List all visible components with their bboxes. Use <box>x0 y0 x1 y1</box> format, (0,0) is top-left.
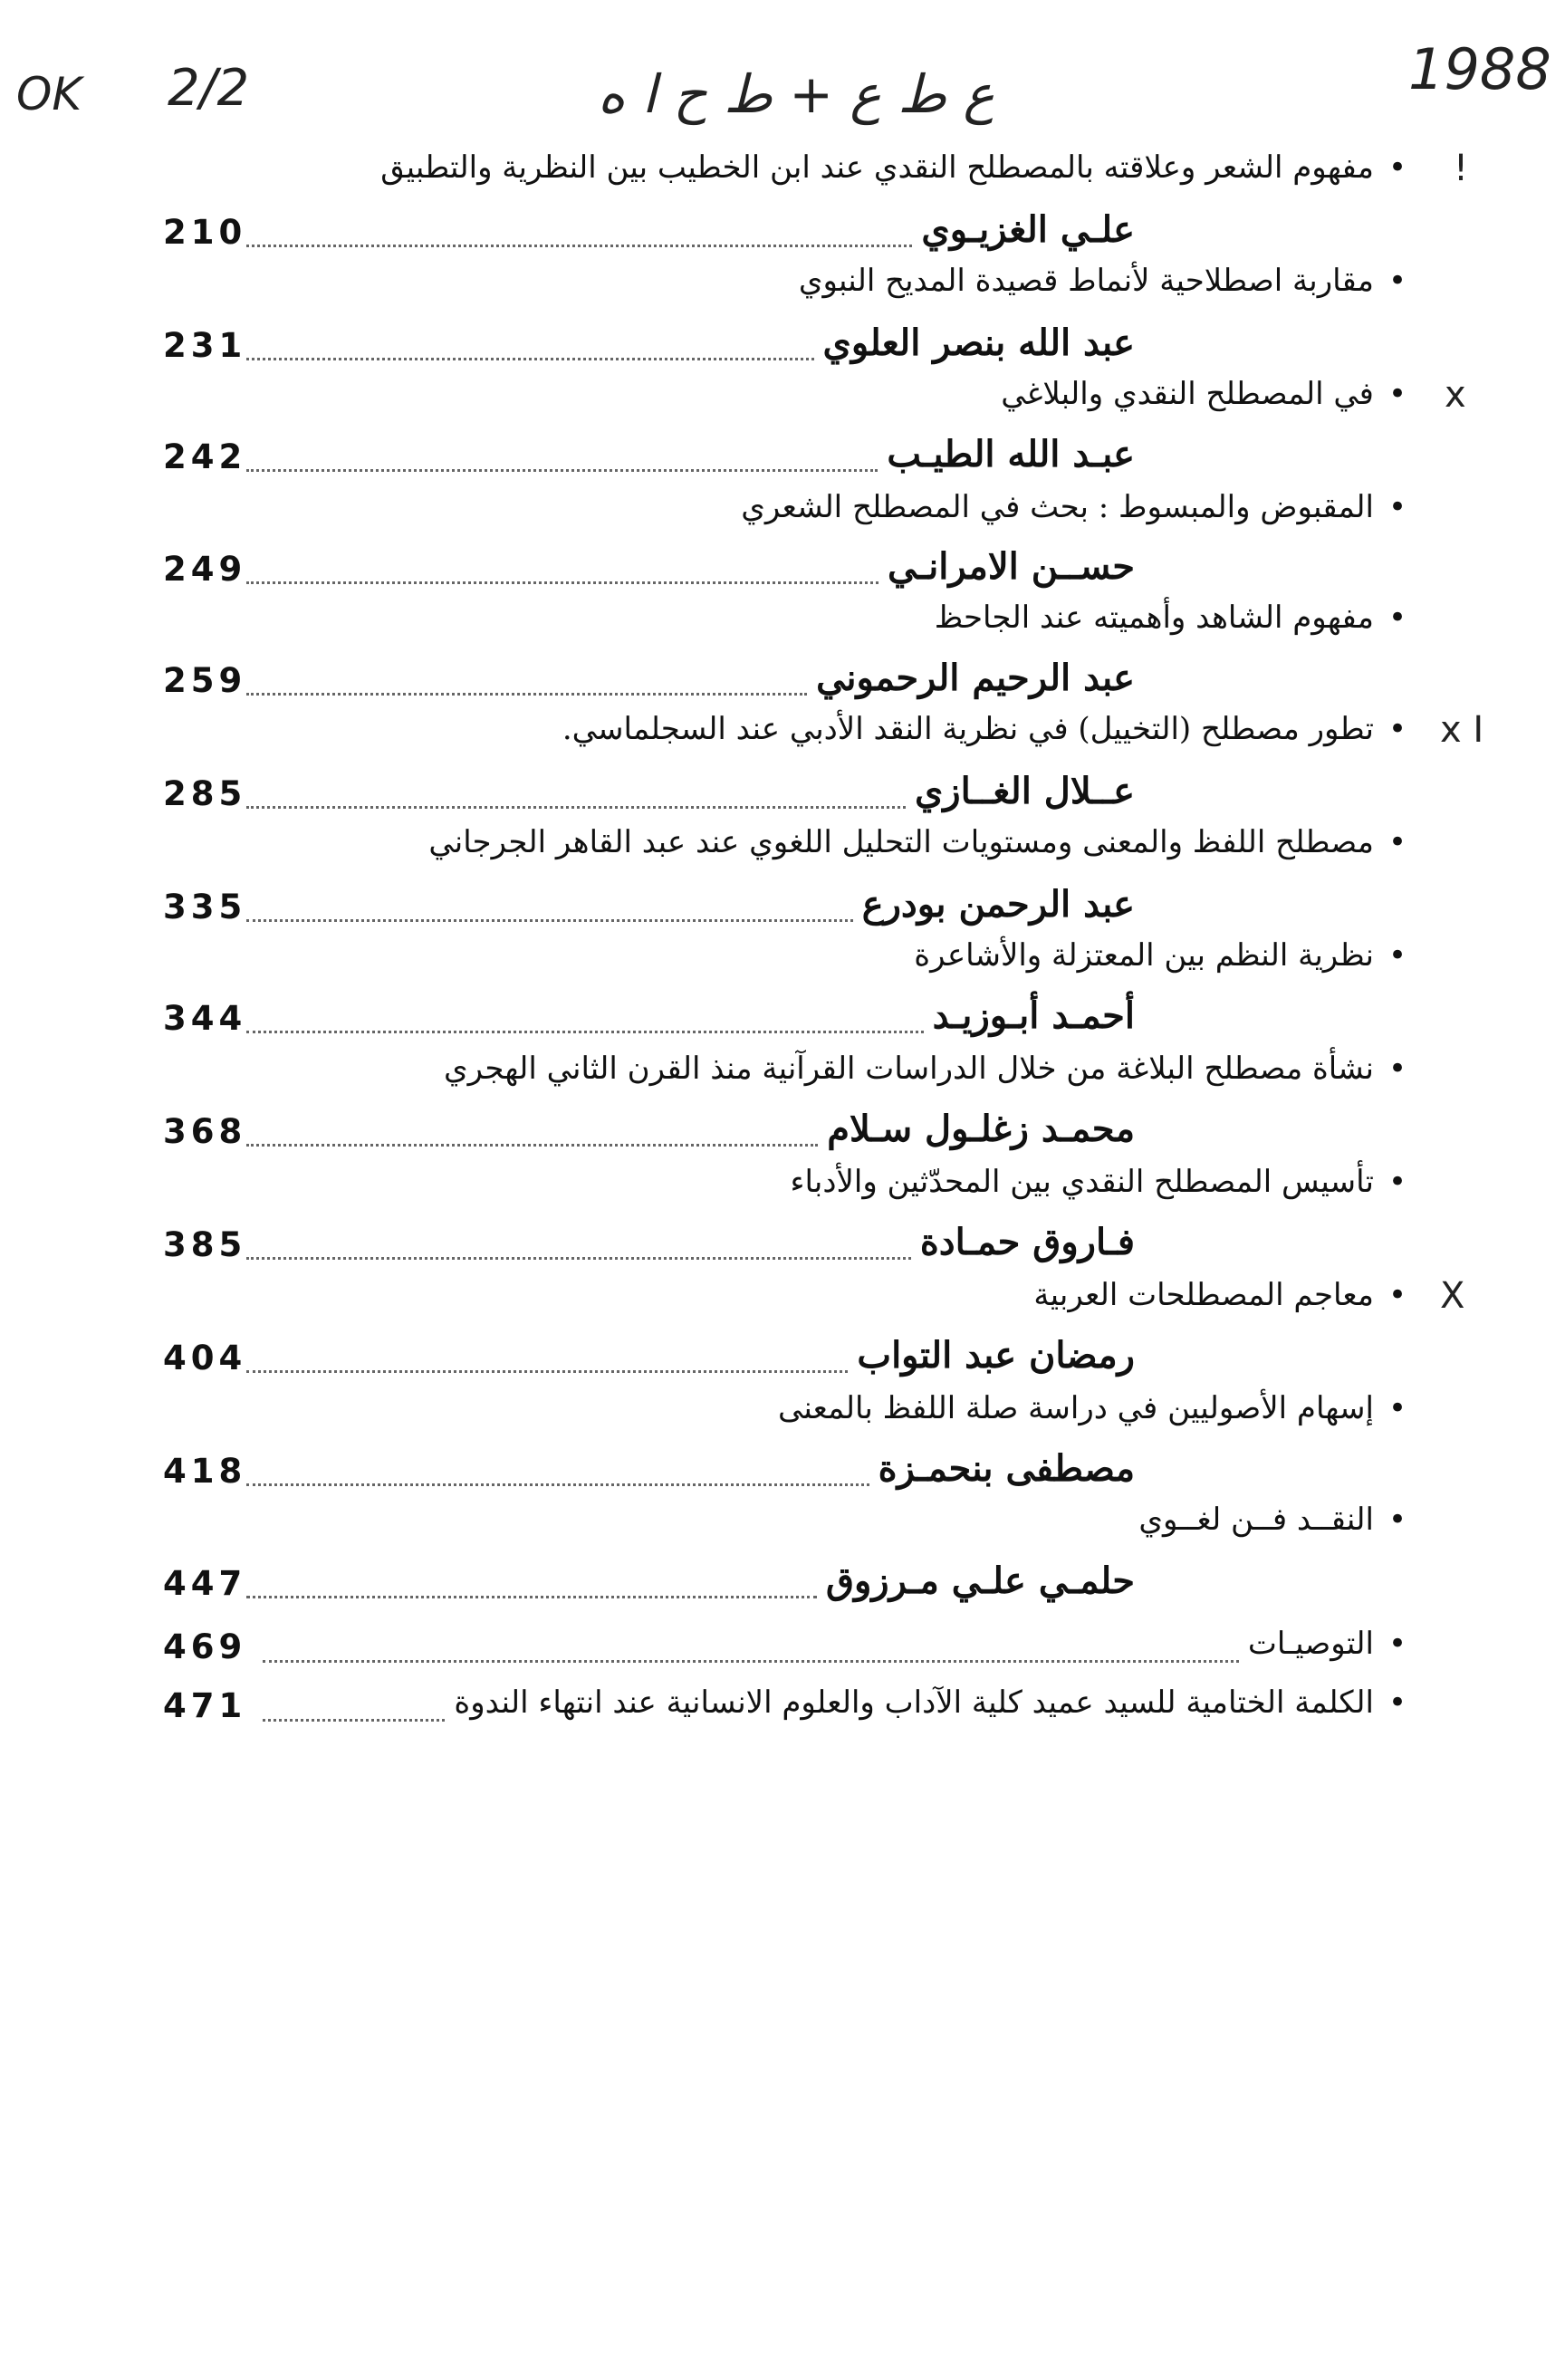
toc-entry-title <box>791 1164 1407 1200</box>
toc-closing-entry <box>1248 1626 1407 1662</box>
dotted-leader <box>263 1719 445 1722</box>
dotted-leader <box>246 693 807 696</box>
dotted-leader <box>246 1144 818 1147</box>
bullet-icon: • <box>1387 263 1407 299</box>
toc-entry-author: عبد الله بنصر العلوي <box>822 321 1135 364</box>
dotted-leader <box>246 245 912 247</box>
page-number: 259 <box>163 661 247 700</box>
toc-entry-title <box>741 489 1407 525</box>
page-number: 418 <box>163 1452 247 1491</box>
bullet-icon: • <box>1387 937 1407 974</box>
bullet-icon: • <box>1387 1626 1407 1662</box>
toc-entry-author: فـاروق حمـادة <box>919 1221 1135 1263</box>
toc-entry-author: رمضان عبد التواب <box>857 1334 1135 1377</box>
page-number: 447 <box>163 1564 247 1603</box>
dotted-leader <box>246 1483 869 1486</box>
page-number: 210 <box>163 213 247 252</box>
toc-entry-title <box>799 263 1407 299</box>
page-number: 385 <box>163 1225 247 1264</box>
handwritten-ok-note: OK <box>16 68 82 120</box>
bullet-icon: • <box>1387 1277 1407 1313</box>
toc-entry-title <box>778 1390 1407 1426</box>
entry-title-text: تأسيس المصطلح النقدي بين المحدّثين والأدباء <box>790 1164 1374 1200</box>
dotted-leader <box>246 469 878 472</box>
page-number: 242 <box>163 437 247 476</box>
entry-title-text: تطور مصطلح (التخييل) في نظرية النقد الأدبي عند السجلماسي. <box>562 711 1374 747</box>
bullet-icon: • <box>1387 489 1407 525</box>
handwritten-mark: x <box>1445 374 1466 416</box>
toc-entry-author: عبد الرحمن بودرع <box>861 883 1135 926</box>
handwritten-mark: ! <box>1454 148 1469 189</box>
dotted-leader <box>246 581 879 584</box>
bullet-icon: • <box>1387 1502 1407 1538</box>
handwritten-code: ع ط ع + ط ح ا ه <box>598 63 995 125</box>
page-number: 404 <box>163 1339 247 1377</box>
dotted-leader <box>246 358 814 360</box>
dotted-leader <box>246 1257 911 1260</box>
closing-title-text: التوصيـات <box>1247 1626 1374 1662</box>
bullet-icon: • <box>1387 824 1407 860</box>
toc-entry-author: حلمـي علـي مـرزوق <box>825 1559 1135 1602</box>
entry-title-text: نشأة مصطلح البلاغة من خلال الدراسات القرآنية منذ القرن الثاني الهجري <box>444 1051 1374 1087</box>
bullet-icon: • <box>1387 149 1407 186</box>
page-number: 249 <box>163 550 247 589</box>
bullet-icon: • <box>1387 600 1407 636</box>
entry-title-text: مفهوم الشاهد وأهميته عند الجاحظ <box>934 600 1374 636</box>
dotted-leader <box>263 1660 1239 1663</box>
bullet-icon: • <box>1387 1684 1407 1721</box>
toc-entry-title <box>1138 1502 1407 1538</box>
entry-title-text: مفهوم الشعر وعلاقته بالمصطلح النقدي عند ابن الخطيب بين النظرية والتطبيق <box>380 149 1374 186</box>
toc-entry-title <box>562 711 1407 747</box>
bullet-icon: • <box>1387 1164 1407 1200</box>
entry-title-text: معاجم المصطلحات العربية <box>1033 1277 1374 1313</box>
dotted-leader <box>246 806 906 809</box>
toc-entry-author: حســن الامرانـي <box>888 545 1135 588</box>
entry-title-text: النقــد فــن لغــوي <box>1138 1502 1374 1538</box>
bullet-icon: • <box>1387 1051 1407 1087</box>
toc-entry-title <box>935 600 1407 636</box>
toc-entry-title <box>444 1051 1407 1087</box>
dotted-leader <box>246 1370 848 1373</box>
page-number: 469 <box>163 1627 247 1666</box>
page-number: 368 <box>163 1112 247 1151</box>
toc-entry-title <box>914 937 1407 974</box>
handwritten-mark: x I <box>1440 709 1484 751</box>
handwritten-mark: X <box>1440 1275 1465 1317</box>
page-number: 471 <box>163 1686 247 1725</box>
entry-title-text: مصطلح اللفظ والمعنى ومستويات التحليل اللغوي عند عبد القاهر الجرجاني <box>428 824 1374 860</box>
toc-closing-entry <box>454 1684 1407 1721</box>
toc-entry-author: علـي الغزيـوي <box>921 208 1135 251</box>
closing-title-text: الكلمة الختامية للسيد عميد كلية الآداب والعلوم الانسانية عند انتهاء الندوة <box>454 1684 1374 1721</box>
handwritten-page-count: 2/2 <box>168 59 250 118</box>
entry-title-text: نظرية النظم بين المعتزلة والأشاعرة <box>914 937 1374 974</box>
toc-entry-author: أحمـد أبـوزيـد <box>932 994 1135 1037</box>
toc-entry-title <box>380 149 1407 186</box>
entry-title-text: إسهام الأصوليين في دراسة صلة اللفظ بالمعنى <box>778 1390 1374 1426</box>
page-number: 344 <box>163 999 247 1038</box>
toc-entry-author: عبد الرحيم الرحموني <box>816 657 1135 699</box>
dotted-leader <box>246 1031 924 1033</box>
toc-entry-title <box>428 824 1407 860</box>
entry-title-text: المقبوض والمبسوط : بحث في المصطلح الشعري <box>741 489 1374 525</box>
bullet-icon: • <box>1387 1390 1407 1426</box>
handwritten-year: 1988 <box>1408 36 1551 102</box>
toc-entry-author: عــلال الغــازي <box>914 770 1135 812</box>
page-number: 285 <box>163 774 247 813</box>
toc-entry-title <box>1001 376 1407 412</box>
dotted-leader <box>246 919 853 922</box>
dotted-leader <box>246 1596 817 1598</box>
toc-entry-author: محمـد زغلـول سـلام <box>827 1108 1135 1150</box>
bullet-icon: • <box>1387 711 1407 747</box>
page-number: 231 <box>163 326 247 365</box>
page-number: 335 <box>163 888 247 926</box>
toc-entry-author: مصطفى بنحمـزة <box>878 1447 1135 1490</box>
bullet-icon: • <box>1387 376 1407 412</box>
toc-entry-author: عبـد الله الطيـب <box>887 433 1135 475</box>
entry-title-text: في المصطلح النقدي والبلاغي <box>1001 376 1374 412</box>
entry-title-text: مقاربة اصطلاحية لأنماط قصيدة المديح النبوي <box>798 263 1374 299</box>
toc-entry-title <box>1033 1277 1407 1313</box>
